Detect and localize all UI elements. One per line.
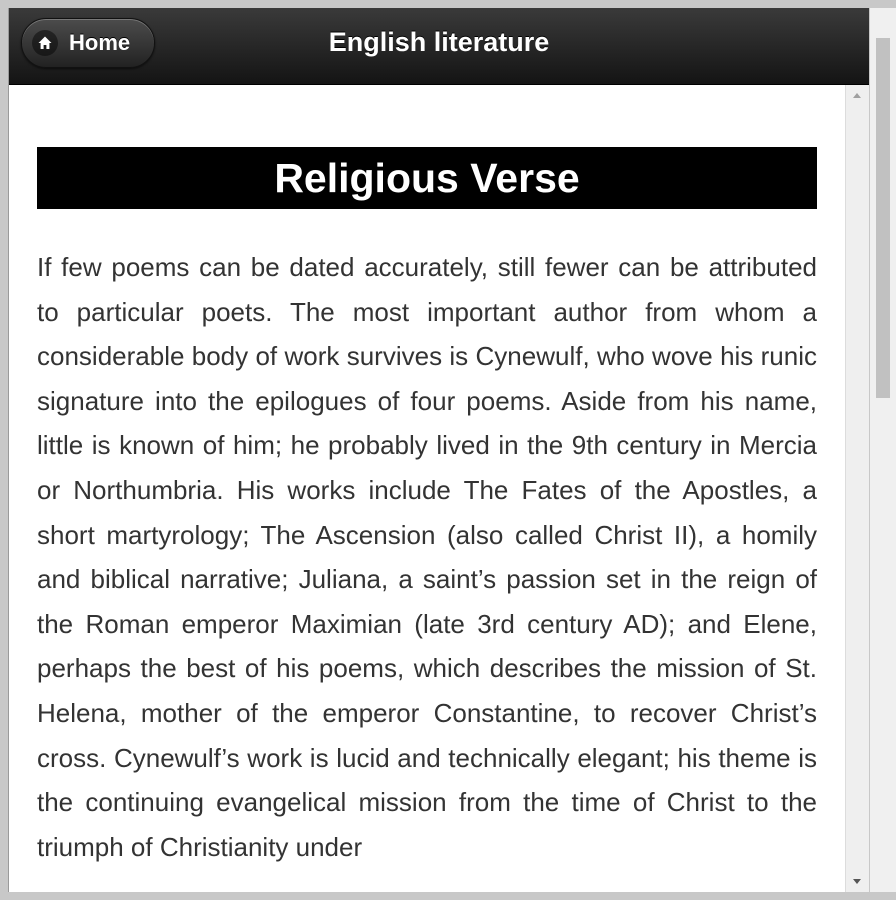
scroll-up-arrow-icon[interactable]: [853, 93, 861, 98]
content-scrollbar[interactable]: [845, 85, 869, 892]
home-icon: [32, 30, 58, 56]
window-scrollbar-thumb[interactable]: [876, 38, 890, 398]
page-title: English literature: [328, 27, 550, 57]
header-bar: [9, 8, 869, 85]
content-scroll-area[interactable]: [9, 85, 845, 892]
app-window: [8, 8, 896, 892]
section-heading: Religious Verse: [37, 147, 817, 209]
home-button[interactable]: [21, 18, 155, 68]
article-body-text: If few poems can be dated accurately, still fewer can be attributed to particular poets. The most important author from whom a considerable body of work survives is Cynewulf, who wove his runic signature into the epilogues of four poems. Aside from his name, little is known of him; he probably lived in the 9th century in Mercia or Northumbria. His works include The Fates of the Apostles, a short martyrology; The Ascension (also called Christ II), a homily and biblical narrative; Juliana, a saint’s passion set in the reign of the Roman emperor Maximian (late 3rd century AD); and Elene, perhaps the best of his poems, which describes the mission of St. Helena, mother of the emperor Constantine, to recover Christ’s cross. Cynewulf’s work is lucid and technically elegant; his theme is the continuing evangelical mission from the time of Christ to the triumph of Christianity under: [37, 252, 817, 862]
home-button-label: Home: [69, 30, 131, 55]
window-scrollbar[interactable]: [869, 8, 896, 892]
scroll-down-arrow-icon[interactable]: [853, 879, 861, 884]
